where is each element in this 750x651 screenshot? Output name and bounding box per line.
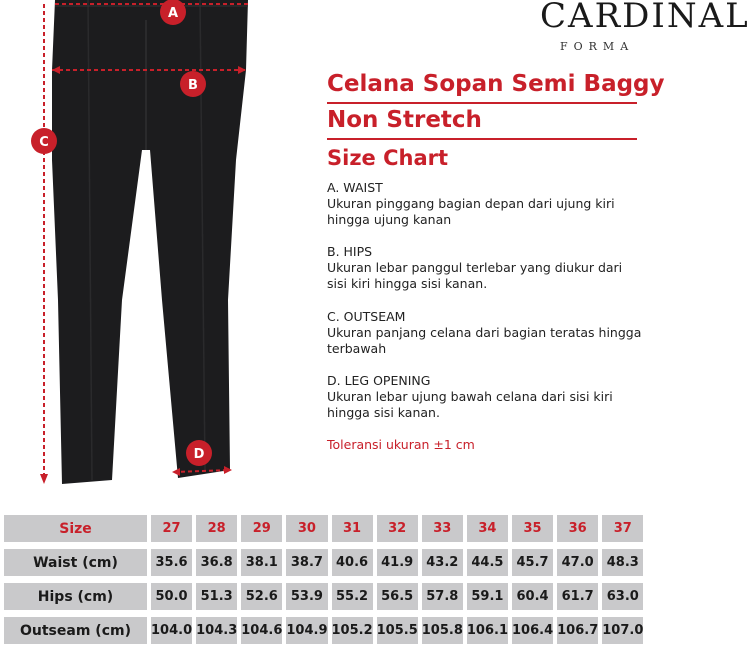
desc-waist-head: A. WAIST (327, 180, 383, 195)
pants-illustration (0, 0, 330, 505)
size-cell: 27 (151, 515, 192, 542)
svg-text:B: B (188, 78, 198, 93)
desc-hips-body: Ukuran lebar panggul terlebar yang diukur dari sisi kiri hingga sisi kanan. (327, 260, 623, 291)
size-cell: 29 (241, 515, 282, 542)
value-cell: 50.0 (151, 583, 192, 610)
value-cell: 36.8 (196, 549, 237, 576)
value-cell: 52.6 (241, 583, 282, 610)
title-underline (327, 102, 637, 104)
badge-b (180, 71, 206, 97)
subtitle-underline (327, 138, 637, 140)
title-product: Celana Sopan Semi Baggy (327, 71, 665, 97)
value-cell: 105.5 (377, 617, 418, 644)
value-cell: 104.3 (196, 617, 237, 644)
value-cell: 38.7 (286, 549, 327, 576)
value-cell: 104.0 (151, 617, 192, 644)
desc-hips-head: B. HIPS (327, 244, 373, 259)
row-label: Size (4, 515, 147, 542)
desc-leg-opening (327, 373, 642, 421)
table-header-row (4, 515, 643, 542)
value-cell: 56.5 (377, 583, 418, 610)
value-cell: 41.9 (377, 549, 418, 576)
size-cell: 28 (196, 515, 237, 542)
value-cell: 105.2 (332, 617, 373, 644)
value-cell: 105.8 (422, 617, 463, 644)
title-size-chart: Size Chart (327, 146, 449, 170)
value-cell: 104.9 (286, 617, 327, 644)
brand-sub: FORMA (560, 40, 635, 53)
desc-outseam-head: C. OUTSEAM (327, 309, 406, 324)
size-cell: 35 (512, 515, 553, 542)
value-cell: 107.0 (602, 617, 643, 644)
value-cell: 55.2 (332, 583, 373, 610)
desc-waist (327, 180, 642, 228)
value-cell: 106.1 (467, 617, 508, 644)
value-cell: 45.7 (512, 549, 553, 576)
table-row (4, 617, 643, 644)
row-label: Hips (cm) (4, 583, 147, 610)
size-cell: 32 (377, 515, 418, 542)
size-cell: 37 (602, 515, 643, 542)
svg-text:C: C (39, 135, 49, 150)
table-row (4, 583, 643, 610)
size-cell: 36 (557, 515, 598, 542)
value-cell: 35.6 (151, 549, 192, 576)
badge-c (31, 128, 57, 154)
size-cell: 31 (332, 515, 373, 542)
value-cell: 44.5 (467, 549, 508, 576)
pants-shape (52, 0, 248, 484)
value-cell: 59.1 (467, 583, 508, 610)
value-cell: 63.0 (602, 583, 643, 610)
row-label: Outseam (cm) (4, 617, 147, 644)
svg-text:D: D (193, 447, 205, 462)
value-cell: 38.1 (241, 549, 282, 576)
value-cell: 53.9 (286, 583, 327, 610)
brand-name: CARDINAL (540, 0, 750, 36)
value-cell: 48.3 (602, 549, 643, 576)
badge-a (160, 0, 186, 25)
size-cell: 30 (286, 515, 327, 542)
size-table (0, 508, 647, 651)
value-cell: 61.7 (557, 583, 598, 610)
badge-d (186, 440, 212, 466)
value-cell: 40.6 (332, 549, 373, 576)
value-cell: 106.7 (557, 617, 598, 644)
desc-leg-opening-body: Ukuran lebar ujung bawah celana dari sisi kiri hingga sisi kanan. (327, 389, 613, 420)
desc-outseam-body: Ukuran panjang celana dari bagian teratas hingga terbawah (327, 325, 642, 356)
value-cell: 57.8 (422, 583, 463, 610)
value-cell: 60.4 (512, 583, 553, 610)
table-row (4, 549, 643, 576)
value-cell: 104.6 (241, 617, 282, 644)
size-cell: 34 (467, 515, 508, 542)
size-cell: 33 (422, 515, 463, 542)
value-cell: 106.4 (512, 617, 553, 644)
title-subtitle: Non Stretch (327, 107, 482, 133)
tolerance-note: Toleransi ukuran ±1 cm (327, 437, 475, 452)
row-label: Waist (cm) (4, 549, 147, 576)
value-cell: 51.3 (196, 583, 237, 610)
desc-hips (327, 244, 642, 292)
value-cell: 47.0 (557, 549, 598, 576)
value-cell: 43.2 (422, 549, 463, 576)
desc-waist-body: Ukuran pinggang bagian depan dari ujung kiri hingga ujung kanan (327, 196, 615, 227)
svg-text:A: A (167, 6, 179, 21)
desc-outseam (327, 309, 642, 357)
desc-leg-opening-head: D. LEG OPENING (327, 373, 431, 388)
